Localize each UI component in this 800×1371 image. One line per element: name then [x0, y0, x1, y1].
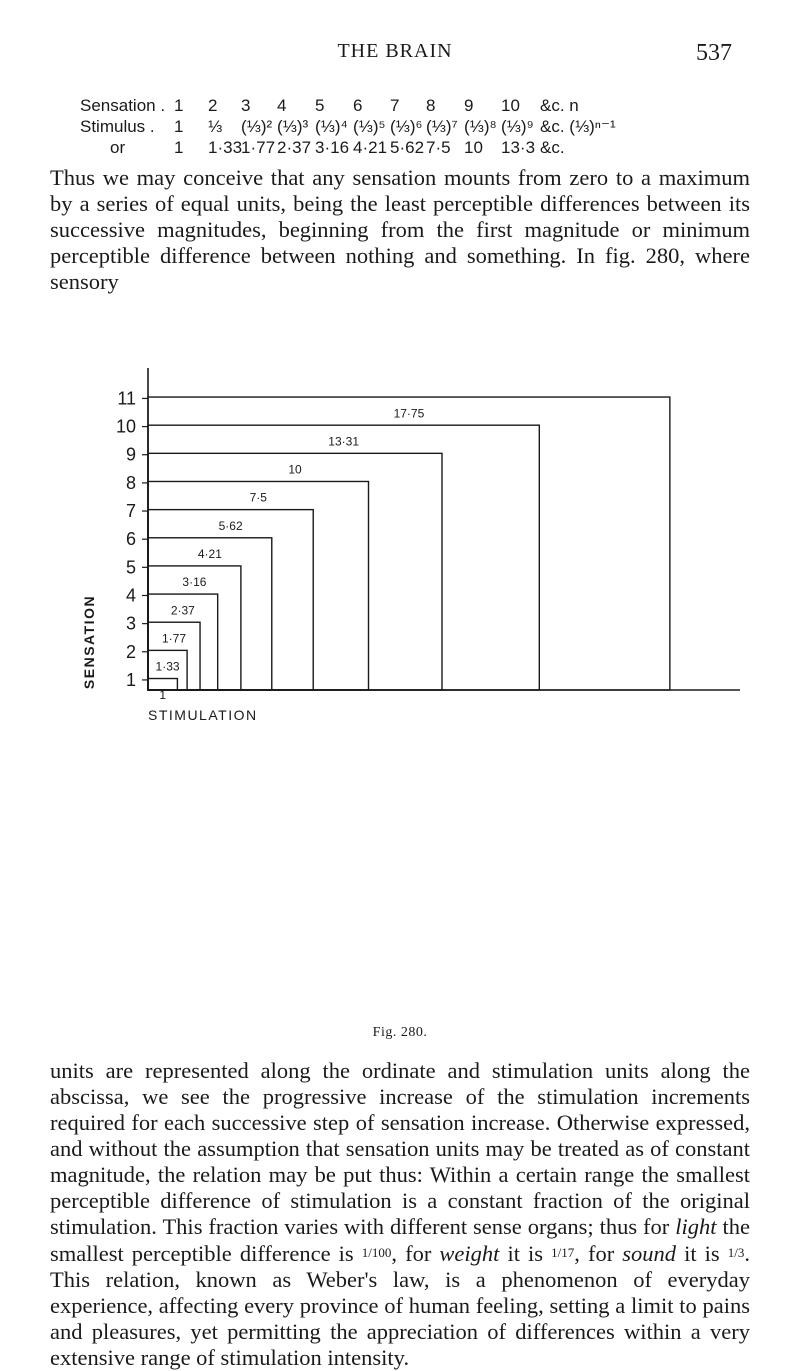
table-cell: 1·77 — [241, 138, 276, 157]
table-cell: 9 — [464, 96, 474, 115]
table-cell: (⅓)⁶ — [390, 117, 423, 136]
y-tick-label: 3 — [125, 613, 136, 634]
y-tick-label: 6 — [125, 529, 136, 550]
paragraph-body — [50, 1058, 750, 1371]
term-sound: sound — [622, 1241, 677, 1266]
page-number: 537 — [696, 40, 732, 66]
term-weight: weight — [439, 1241, 500, 1266]
table-cell: 2 — [208, 96, 218, 115]
y-axis-label: SENSATION — [81, 594, 97, 690]
bar-label: 1·77 — [162, 631, 187, 646]
table-cell: 7 — [390, 96, 400, 115]
x-axis-label: STIMULATION — [148, 707, 258, 723]
table-cell: (⅓)⁴ — [315, 117, 348, 136]
table-cell: &c. (⅓)ⁿ⁻¹ — [540, 117, 616, 136]
table-cell: 7·5 — [426, 138, 451, 157]
y-tick-label: 11 — [117, 388, 136, 409]
table-cell: ⅓ — [208, 117, 223, 136]
paragraph-intro: Thus we may conceive that any sensation mounts from zero to a maximum by a series of equal units, being the least perceptible differences between its successive magnitudes, beginning from the first magnitude or minimum perceptible difference between nothing and something. In fig. 280, where sensory — [50, 165, 750, 294]
table-row — [80, 117, 720, 138]
y-tick-label: 9 — [125, 444, 136, 465]
para-text-4: it is — [499, 1241, 552, 1266]
y-tick-label: 10 — [115, 416, 136, 437]
y-tick-label: 1 — [125, 669, 136, 690]
bar-label: 1 — [159, 687, 167, 702]
running-header — [70, 40, 732, 80]
para-text-5: , for — [574, 1241, 623, 1266]
bar-label: 5·62 — [218, 518, 243, 533]
y-tick-label: 7 — [125, 501, 136, 522]
y-tick-label: 8 — [125, 472, 136, 493]
table-cell: 1·33 — [208, 138, 243, 157]
bar — [148, 397, 670, 690]
bar-label: 4·21 — [197, 547, 222, 562]
table-cell: (⅓)⁹ — [501, 117, 534, 136]
bar-label: 7·5 — [249, 490, 267, 505]
para-text-6: it is — [676, 1241, 728, 1266]
bar-label: 10 — [288, 462, 302, 477]
table-cell: &c. n — [540, 96, 579, 115]
table-cell: 4 — [277, 96, 287, 115]
table-cell: 5·62 — [390, 138, 425, 157]
para-text-2: the smallest perceptible difference is — [50, 1214, 750, 1266]
bar — [148, 481, 369, 690]
table-cell: &c. — [540, 138, 565, 157]
row-label: Stimulus . — [80, 117, 155, 136]
bar-label: 17·75 — [393, 406, 425, 421]
y-tick-label: 2 — [125, 641, 136, 662]
table-cell: 2·37 — [277, 138, 312, 157]
table-cell: (⅓)⁷ — [426, 117, 458, 136]
row-label: Sensation . — [80, 96, 166, 115]
row-label: or — [110, 138, 126, 157]
table-cell: 3 — [241, 96, 251, 115]
table-cell: 1 — [174, 117, 184, 136]
table-row — [80, 96, 720, 117]
bar-label: 2·37 — [170, 603, 195, 618]
bar — [148, 453, 442, 690]
term-light: light — [675, 1214, 717, 1239]
bar-label: 3·16 — [182, 575, 207, 590]
table-cell: 5 — [315, 96, 325, 115]
para-text-7: . This relation, known as Weber's law, is a phenomenon of everyday experience, affecting every province of human feeling, setting a limit to pains and pleasures, yet permitting the appreciation of differences within a very extensive range of stimulation intensity. — [50, 1241, 751, 1370]
table-cell: 1 — [174, 138, 184, 157]
table-cell: 8 — [426, 96, 436, 115]
table-row — [80, 138, 720, 159]
table-cell: (⅓)³ — [277, 117, 309, 136]
para-text-1: units are represented along the ordinate and stimulation units along the abscissa, we see the progressive increase of the stimulation increments required for each successive step of sensation increase. Otherwise expressed, and without the assumption that sensation units may be treated as of constant magnitude, the relation may be put thus: Within a certain range the smallest perceptible difference of stimulation is a constant fraction of the original stimulation. This fraction varies with different sense organs; thus for — [50, 1058, 750, 1239]
fraction-light: 1/100 — [361, 1245, 392, 1260]
figure-caption: Fig. 280. — [372, 1025, 428, 1040]
bar-label: 13·31 — [328, 434, 360, 449]
fraction-weight: 1/17 — [551, 1245, 575, 1260]
y-tick-label: 4 — [125, 585, 136, 606]
fraction-sound: 1/3 — [727, 1245, 745, 1260]
table-cell: 1 — [174, 96, 184, 115]
table-cell: 10 — [501, 96, 520, 115]
figure-280-chart — [60, 368, 740, 1028]
table-cell: 3·16 — [315, 138, 350, 157]
table-cell: 4·21 — [353, 138, 388, 157]
table-cell: 6 — [353, 96, 363, 115]
table-cell: 10 — [464, 138, 483, 157]
bar-label: 1·33 — [155, 659, 180, 674]
table-cell: (⅓)⁸ — [464, 117, 497, 136]
table-cell: 13·3 — [501, 138, 536, 157]
y-tick-label: 5 — [125, 557, 136, 578]
table-cell: (⅓)⁵ — [353, 117, 386, 136]
para-text-3: , for — [391, 1241, 440, 1266]
table-cell: (⅓)² — [241, 117, 273, 136]
sensation-stimulus-table — [80, 96, 720, 159]
running-title: THE BRAIN — [337, 40, 453, 62]
